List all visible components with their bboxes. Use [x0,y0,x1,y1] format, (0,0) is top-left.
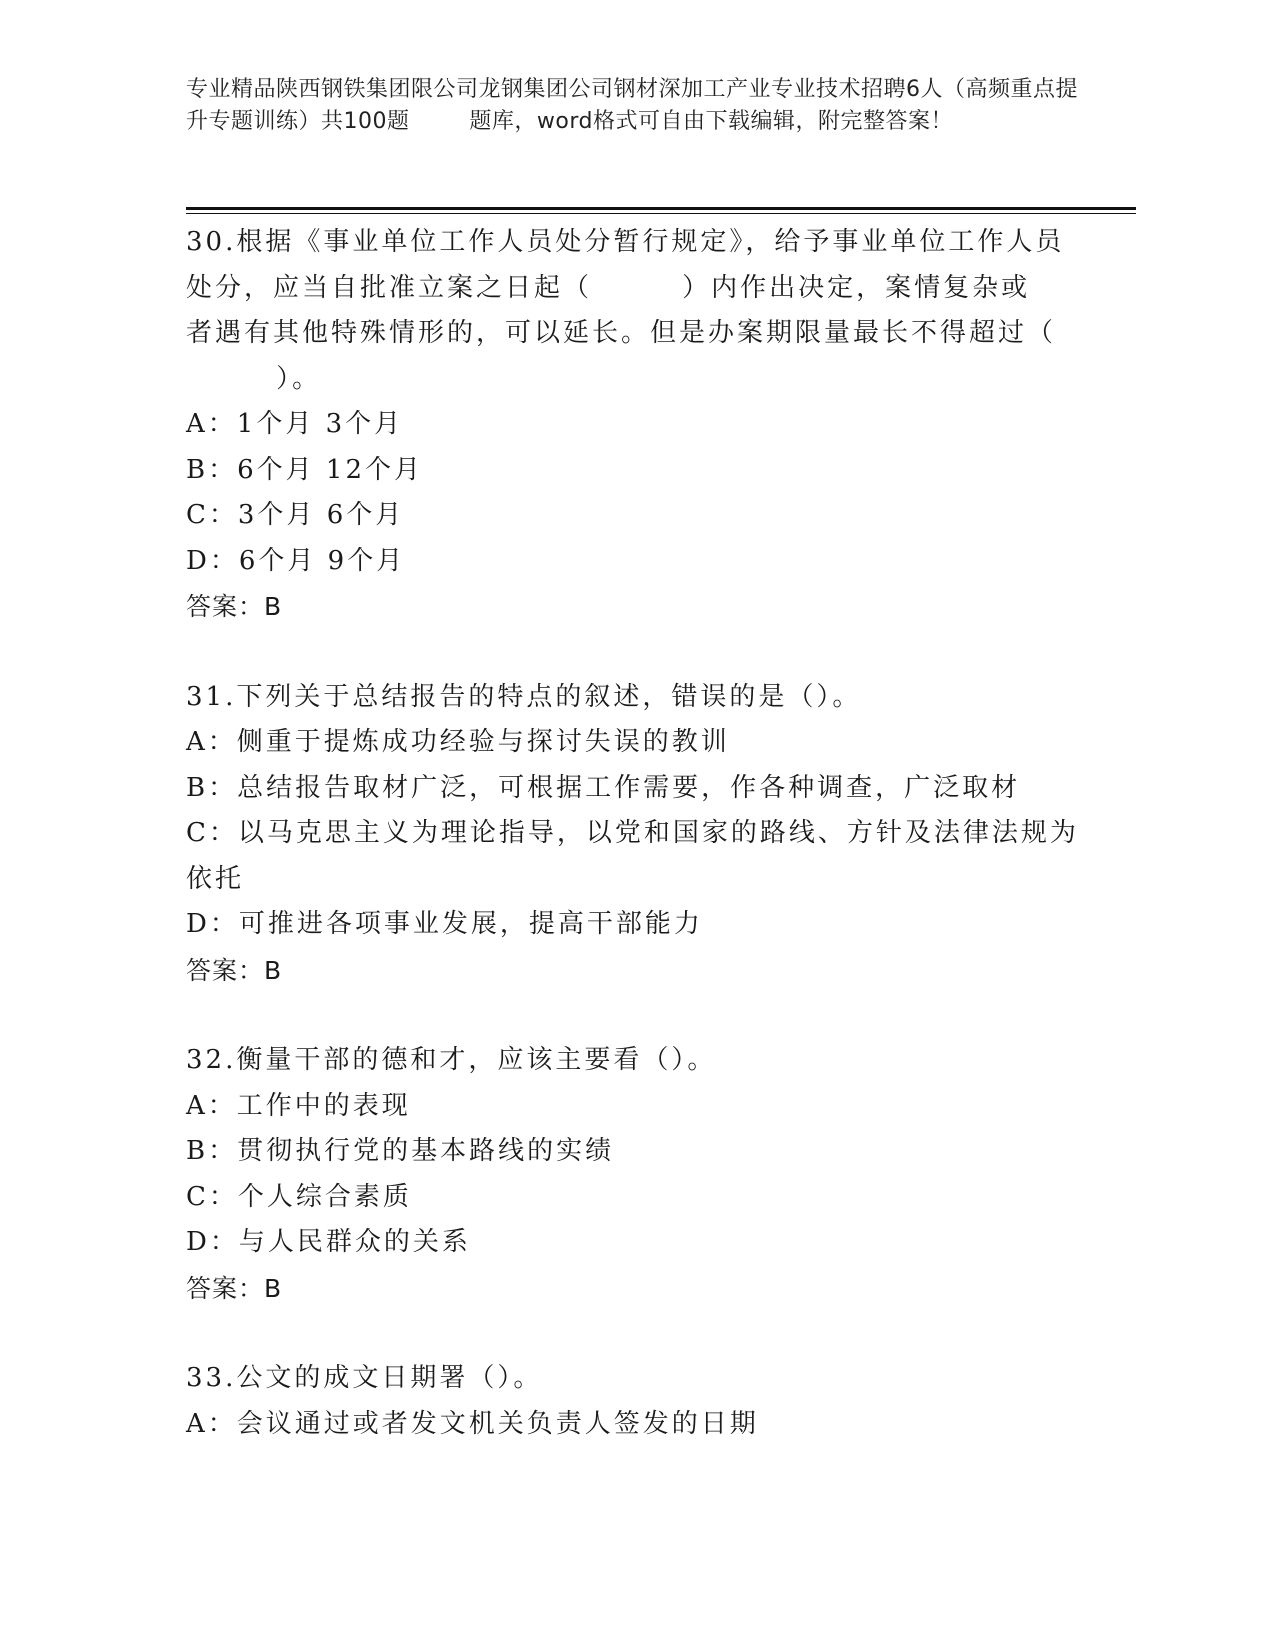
question-30-option-b: B：6个月 12个月 [186,454,423,485]
question-31-option-b: B：总结报告取材广泛，可根据工作需要，作各种调查，广泛取材 [186,772,1021,803]
question-33 [186,1356,1086,1447]
question-32-option-a: A：工作中的表现 [186,1090,411,1121]
question-30-option-a: A：1个月 3个月 [186,409,404,439]
question-30-option-c: C：3个月 6个月 [186,500,405,530]
question-30-line-2: 处分，应当自批准立案之日起（ ）内作出决定，案情复杂或 [186,272,1031,303]
header-rule-thick [186,207,1136,210]
question-30-option-d: D：6个月 9个月 [186,545,406,576]
question-32-answer: 答案：B [186,1273,283,1303]
header-rule-thin [186,213,1136,214]
question-31-option-d: D：可推进各项事业发展，提高干部能力 [186,909,703,939]
question-33-line-1: 33.公文的成文日期署（）。 [186,1363,543,1393]
question-30-answer: 答案：B [186,592,283,621]
question-32-option-d: D：与人民群众的关系 [186,1227,471,1257]
question-30 [186,220,1086,630]
question-30-line-1: 30.根据《事业单位工作人员处分暂行规定》，给予事业单位工作人员 [186,227,1065,257]
question-31-option-c: C：以马克思主义为理论指导，以党和国家的路线、方针及法律法规为 [186,818,1079,848]
question-31-option-a: A：侧重于提炼成功经验与探讨失误的教训 [186,727,730,757]
question-32 [186,1038,1086,1311]
question-30-line-4: ）。 [186,363,322,394]
question-32-line-1: 32.衡量干部的德和才，应该主要看（）。 [186,1045,717,1075]
question-32-option-c: C：个人综合素质 [186,1181,412,1212]
question-31-option-c-cont: 依托 [186,863,245,894]
question-32-option-b: B：贯彻执行党的基本路线的实绩 [186,1136,615,1166]
question-33-option-a: A：会议通过或者发文机关负责人签发的日期 [186,1408,759,1439]
question-30-line-3: 者遇有其他特殊情形的，可以延长。但是办案期限量最长不得超过（ [186,318,1057,348]
question-list [186,220,1086,1492]
document-header: 专业精品陕西钢铁集团限公司龙钢集团公司钢材深加工产业专业技术招聘6人（高频重点提升专题训练）共100题 题库，word格式可自由下载编辑，附完整答案！ [186,77,1079,134]
question-31-answer: 答案：B [186,955,283,985]
question-31 [186,675,1086,994]
question-31-line-1: 31.下列关于总结报告的特点的叙述，错误的是（）。 [186,681,862,712]
